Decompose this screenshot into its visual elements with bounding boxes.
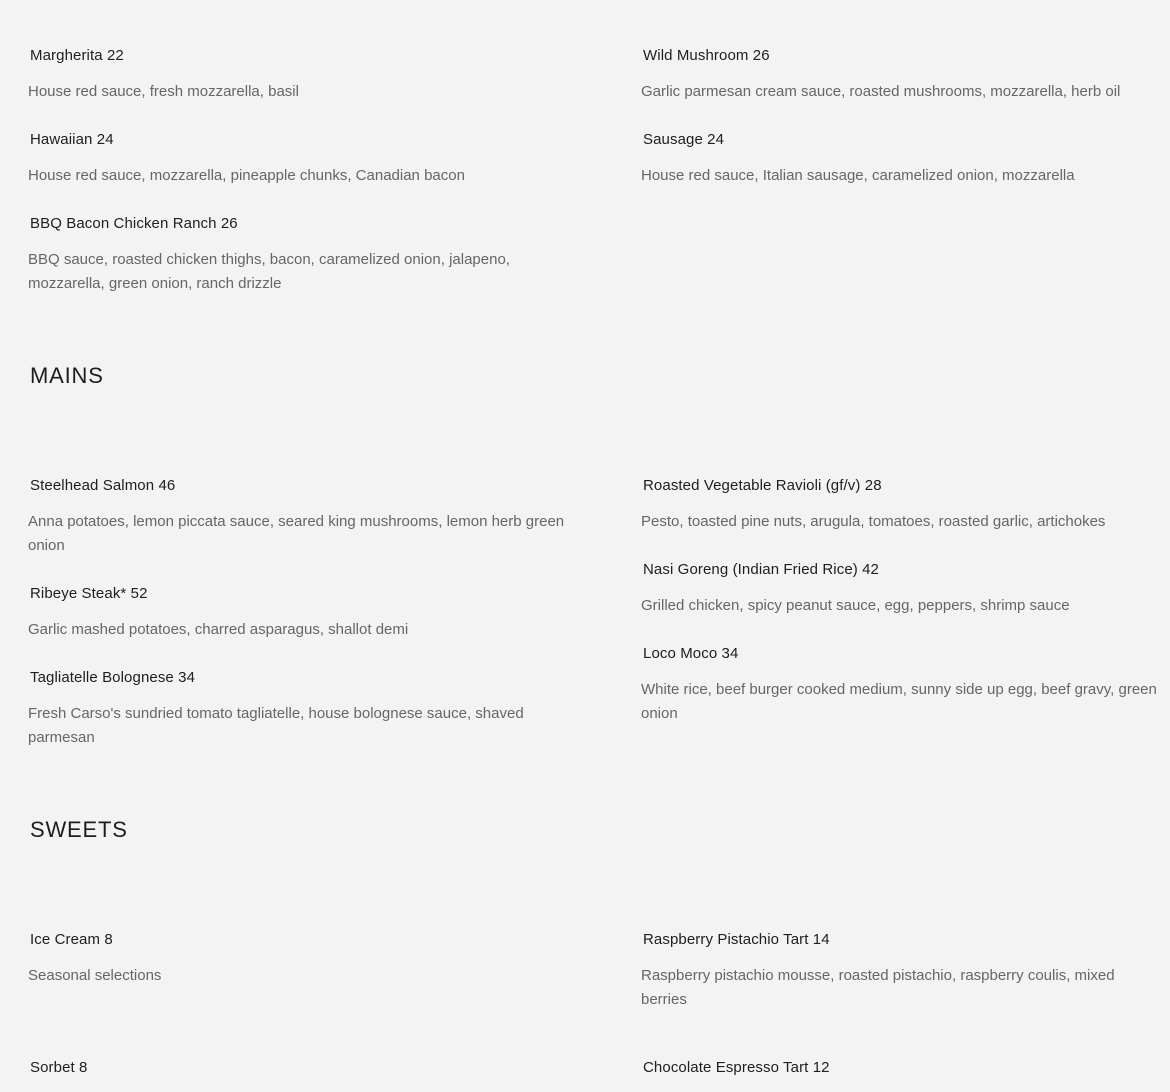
item-title: Margherita 22: [30, 47, 124, 64]
item-title: Sorbet 8: [30, 1059, 88, 1076]
item-description: Grilled chicken, spicy peanut sauce, egg, peppers, shrimp sauce: [641, 597, 1070, 614]
item-description: House red sauce, mozzarella, pineapple chunks, Canadian bacon: [28, 167, 465, 184]
item-title: BBQ Bacon Chicken Ranch 26: [30, 215, 238, 232]
item-description: Seasonal selections: [28, 967, 162, 984]
item-title: Sausage 24: [643, 131, 725, 148]
item-description: White rice, beef burger cooked medium, sunny side up egg, beef gravy, green onion: [641, 681, 1157, 722]
item-title: Wild Mushroom 26: [643, 47, 770, 64]
item-title: Loco Moco 34: [643, 645, 739, 662]
item-description: Pesto, toasted pine nuts, arugula, tomatoes, roasted garlic, artichokes: [641, 513, 1106, 530]
item-title: Hawaiian 24: [30, 131, 114, 148]
item-title: Ribeye Steak* 52: [30, 585, 148, 602]
item-title: Roasted Vegetable Ravioli (gf/v) 28: [643, 477, 882, 494]
item-title: Raspberry Pistachio Tart 14: [643, 931, 830, 948]
item-title: Ice Cream 8: [30, 931, 113, 948]
section-heading-sweets: SWEETS: [30, 817, 128, 842]
item-description: Fresh Carso's sundried tomato tagliatelle, house bolognese sauce, shaved parmesan: [28, 705, 524, 746]
item-description: BBQ sauce, roasted chicken thighs, bacon, caramelized onion, jalapeno, mozzarella, green onion, ranch drizzle: [28, 251, 510, 292]
item-title: Steelhead Salmon 46: [30, 477, 176, 494]
item-title: Nasi Goreng (Indian Fried Rice) 42: [643, 561, 880, 578]
item-description: Garlic parmesan cream sauce, roasted mushrooms, mozzarella, herb oil: [641, 83, 1121, 100]
item-description: Anna potatoes, lemon piccata sauce, seared king mushrooms, lemon herb green onion: [28, 513, 565, 554]
item-title: Tagliatelle Bolognese 34: [30, 669, 196, 686]
item-title: Chocolate Espresso Tart 12: [643, 1059, 830, 1076]
item-description: House red sauce, Italian sausage, caramelized onion, mozzarella: [641, 167, 1075, 184]
item-description: Raspberry pistachio mousse, roasted pistachio, raspberry coulis, mixed berries: [641, 967, 1115, 1008]
item-description: House red sauce, fresh mozzarella, basil: [28, 83, 299, 100]
item-description: Garlic mashed potatoes, charred asparagus, shallot demi: [28, 621, 409, 638]
section-heading-mains: MAINS: [30, 363, 104, 388]
